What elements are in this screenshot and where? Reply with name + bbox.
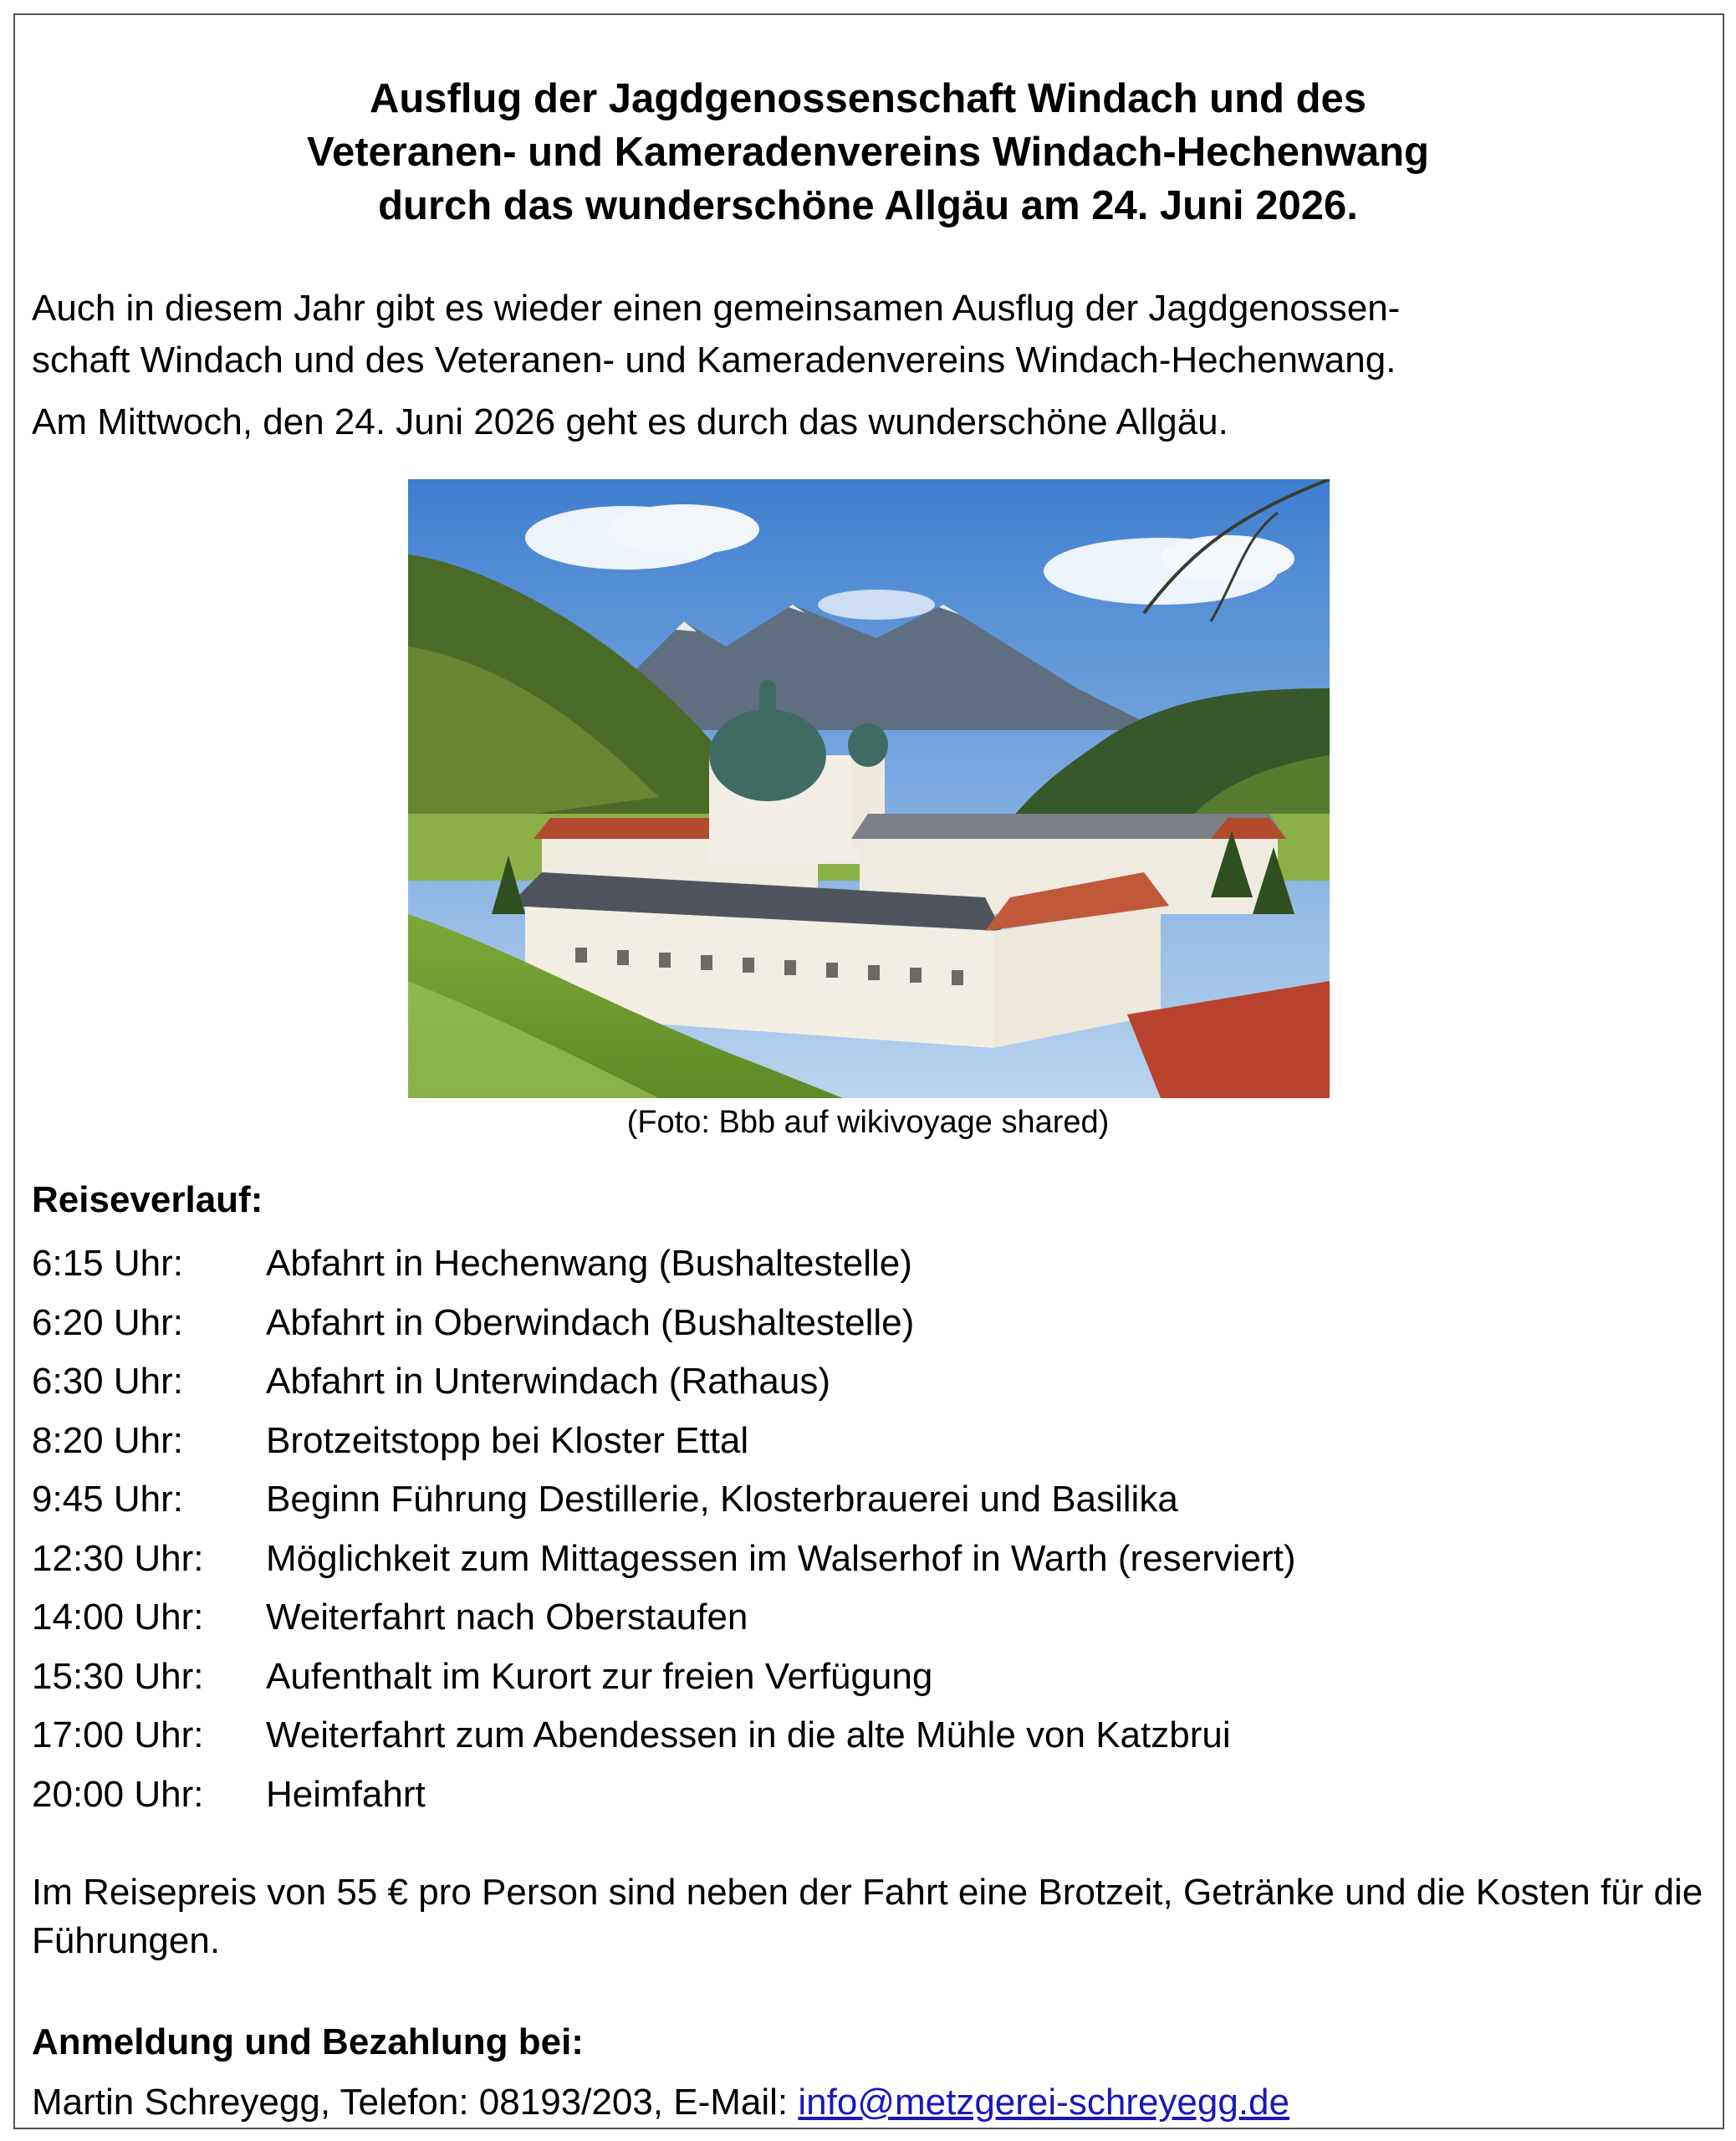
schedule-heading: Reiseverlauf: [32,1179,263,1220]
title-line-3: durch das wunderschöne Allgäu am 24. Juni 2026. [378,183,1358,228]
intro-line-2: schaft Windach und des Veteranen- und Kameradenvereins Windach-Hechenwang. [32,340,1396,381]
schedule-row [32,1470,1704,1530]
schedule-activity: Heimfahrt [266,1773,426,1815]
title-line-2: Veteranen- und Kameradenvereins Windach-Hechenwang [307,130,1429,175]
schedule-activity: Weiterfahrt nach Oberstaufen [266,1597,748,1638]
schedule-row [32,1648,1704,1707]
schedule-activity: Weiterfahrt zum Abendessen in die alte Mühle von Katzbrui [266,1714,1231,1756]
schedule-time: 9:45 Uhr: [32,1479,183,1520]
schedule-row [32,1352,1704,1412]
schedule-activity: Abfahrt in Oberwindach (Bushaltestelle) [266,1301,915,1343]
schedule-row [32,1706,1704,1765]
photo-caption: (Foto: Bbb auf wikivoyage shared) [626,1105,1110,1140]
registration-heading: Anmeldung und Bezahlung bei: [32,2021,584,2062]
intro-line-1: Auch in diesem Jahr gibt es wieder einen gemeinsamen Ausflug der Jagdgenossen- [32,288,1401,329]
page-title [0,72,1736,232]
schedule-time: 6:30 Uhr: [32,1361,183,1403]
schedule-row [32,1234,1704,1294]
schedule-time: 14:00 Uhr: [32,1597,204,1638]
schedule-activity: Beginn Führung Destillerie, Klosterbrauerei und Basilika [266,1479,1178,1520]
schedule-time: 17:00 Uhr: [32,1714,204,1756]
schedule-activity: Brotzeitstopp bei Kloster Ettal [266,1419,749,1461]
schedule-activity: Abfahrt in Hechenwang (Bushaltestelle) [266,1243,912,1285]
schedule-time: 6:20 Uhr: [32,1301,183,1343]
schedule-time: 6:15 Uhr: [32,1243,183,1285]
schedule-row [32,1412,1704,1471]
intro-paragraph [32,283,1704,448]
intro-line-3: Am Mittwoch, den 24. Juni 2026 geht es durch das wunderschöne Allgäu. [32,401,1228,442]
contact-line [32,2078,1289,2127]
schedule-time: 15:30 Uhr: [32,1655,204,1697]
schedule-row [32,1294,1704,1353]
contact-text: Martin Schreyegg, Telefon: 08193/203, E-Mail: [32,2082,799,2123]
monastery-photo [408,479,1330,1098]
schedule-row [32,1530,1704,1589]
schedule-time: 12:30 Uhr: [32,1537,204,1579]
price-paragraph: Im Reisepreis von 55 € pro Person sind neben der Fahrt eine Brotzeit, Getränke und die Kosten für die Führungen. [32,1872,1703,1961]
schedule-time: 20:00 Uhr: [32,1773,204,1815]
email-link[interactable]: info@metzgerei-schreyegg.de [798,2082,1289,2123]
schedule-activity: Möglichkeit zum Mittagessen im Walserhof in Warth (reserviert) [266,1537,1296,1579]
schedule-activity: Aufenthalt im Kurort zur freien Verfügung [266,1655,933,1697]
schedule-activity: Abfahrt in Unterwindach (Rathaus) [266,1361,830,1403]
schedule-list [32,1234,1704,1824]
schedule-row [32,1765,1704,1825]
schedule-time: 8:20 Uhr: [32,1419,183,1461]
title-line-1: Ausflug der Jagdgenossenschaft Windach und des [369,76,1367,121]
schedule-row [32,1588,1704,1648]
